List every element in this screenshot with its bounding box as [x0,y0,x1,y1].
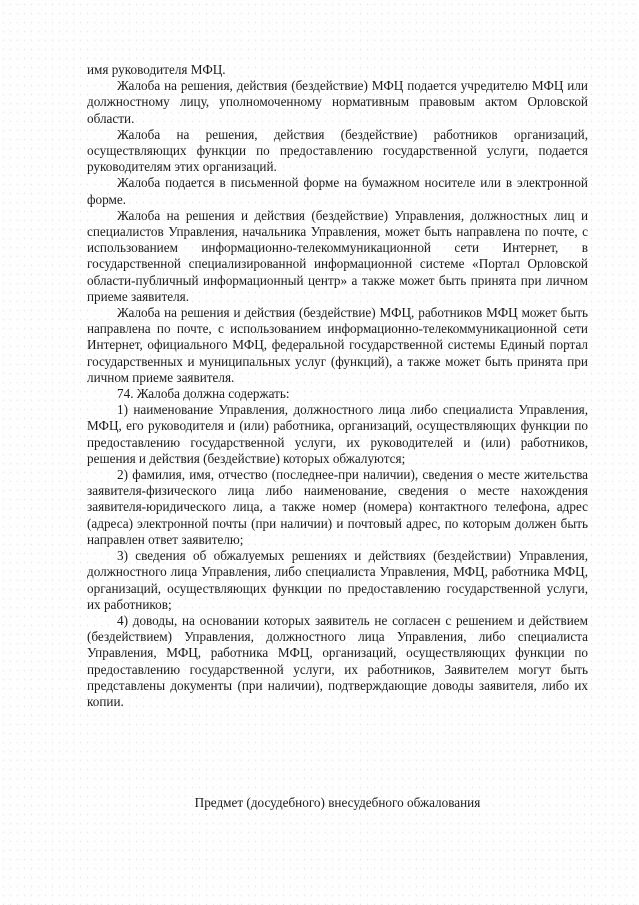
section-heading: Предмет (досудебного) внесудебного обжалования [194,795,481,810]
paragraph-complaint-form: Жалоба подается в письменной форме на бумажном носителе или в электронной форме. [87,175,588,207]
paragraph-name-of-mfc-head: имя руководителя МФЦ. [87,62,226,77]
list-item-1: 1) наименование Управления, должностного лица либо специалиста Управления, МФЦ, его руководителя и (или) работника, организаций, осуществляющих функции по предоставлению государственной услуги, их руководителей и (или) работников, решения и действия (бездействие) которых обжалуются; [87,402,588,466]
paragraph-complaint-channels-mfc: Жалоба на решения и действия (бездействие) МФЦ, работников МФЦ может быть направлена по почте, с использованием информационно-телекоммуникационной сети Интернет, официального МФЦ, федеральной государственной системы Единый портал государственных и муниципальных услуг (функций), а также может быть принята при личном приеме заявителя. [87,305,588,385]
paragraph-complaint-to-org-heads: Жалоба на решения, действия (бездействие) работников организаций, осуществляющих функции по предоставлению государственной услуги, подается руководителям этих организаций. [87,126,588,175]
paragraph-clause-74: 74. Жалоба должна содержать: [117,386,290,402]
list-item-3: 3) сведения об обжалуемых решениях и действиях (бездействии) Управления, должностного лица Управления, либо специалиста Управления, МФЦ, работника МФЦ, организаций, осуществляющих функции по предоставлению государственной услуги, их работников; [87,548,588,612]
paragraph-complaint-channels-department: Жалоба на решения и действия (бездействие) Управления, должностных лиц и специалистов Управления, начальника Управления, может быть направлена по почте, с использованием информационно-телекоммуникационной сети Интернет, в государственной специализированной информационной системе «Портал Орловской области-публичный информационный центр» а также может быть принята при личном приеме заявителя. [87,207,588,304]
list-item-2: 2) фамилия, имя, отчество (последнее-при наличии), сведения о месте жительства заявителя-физического лица либо наименование, сведения о месте нахождения заявителя-юридического лица, а также номер (номера) контактного телефона, адрес (адреса) электронной почты (при наличии) и почтовый адрес, по которым должен быть направлен ответ заявителю; [87,467,588,547]
paragraph-complaint-to-mfc-founder: Жалоба на решения, действия (бездействие) МФЦ подается учредителю МФЦ или должностному лицу, уполномоченному нормативным правовым актом Орловской области. [87,78,588,126]
body-text [87,62,588,710]
list-item-4: 4) доводы, на основании которых заявитель не согласен с решением и действием (бездействием) Управления, должностного лица Управления, либо специалиста Управления, МФЦ, работника МФЦ, организаций, осуществляющих функции по предоставлению государственной услуги, их работников, Заявителем могут быть представлены документы (при наличии), подтверждающие доводы заявителя, либо их копии. [87,612,588,709]
